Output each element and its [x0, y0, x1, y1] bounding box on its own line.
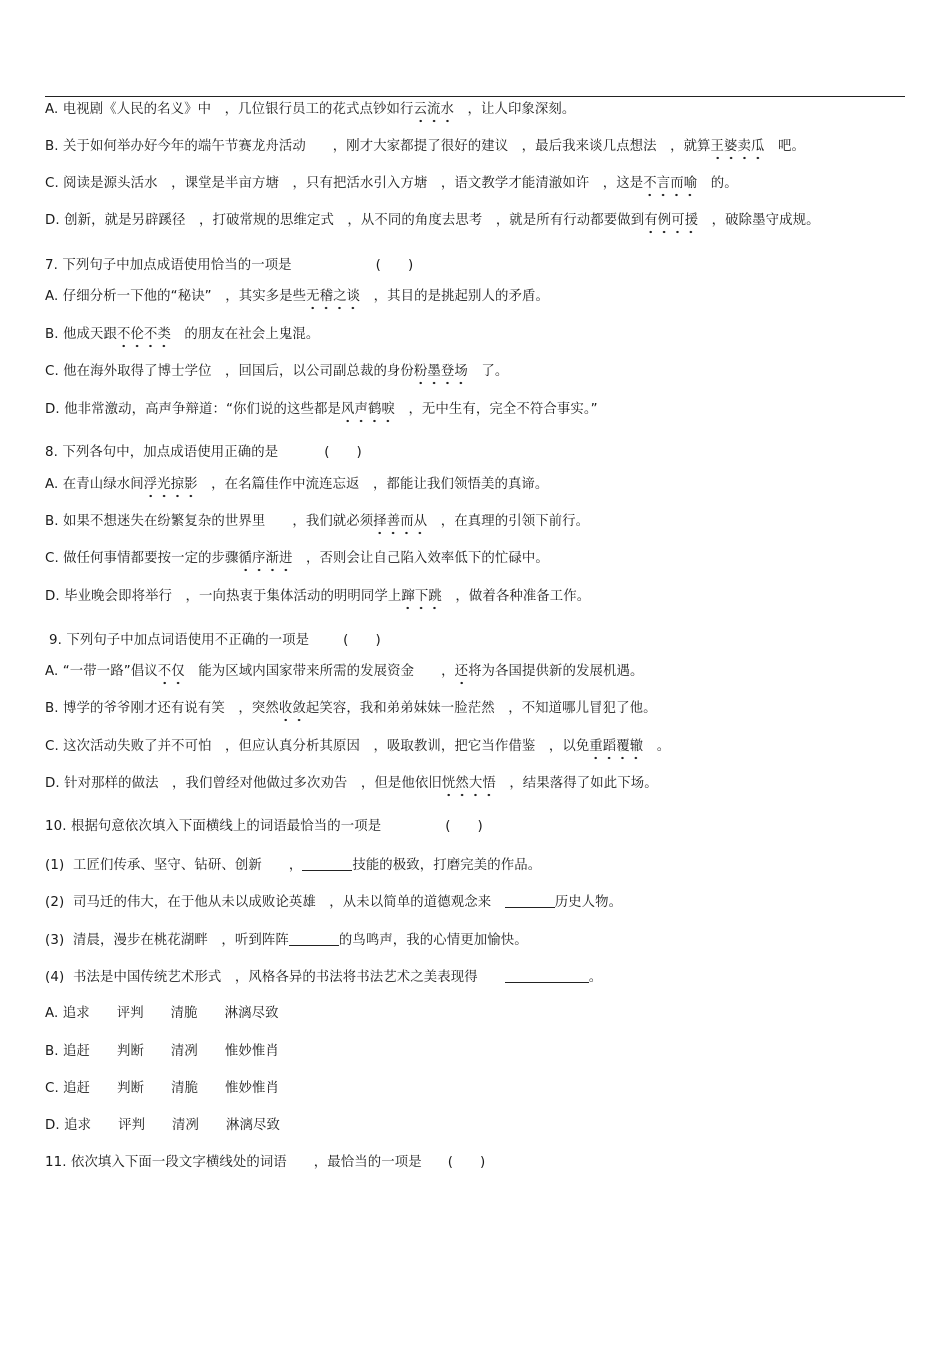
dotted-term: 王婆卖瓜 [711, 139, 765, 160]
q8-option-a: A. 在青山绿水间浮光掠影 ，在名篇佳作中流连忘返 ，都能让我们领悟美的真谛。 [45, 476, 548, 494]
answer-parentheses: ( ) [445, 819, 483, 834]
q10-option-b: B. 追赶 判断 清冽 惟妙惟肖 [45, 1044, 279, 1059]
q10-item-1: (1) 工匠们传承、坚守、钻研、创新 ， 技能的极致，打磨完美的作品。 [45, 858, 542, 873]
q8-option-d: D. 毕业晚会即将举行 ，一向热衷于集体活动的明明同学上蹿下跳 ，做着各种准备工作。 [45, 588, 590, 606]
dotted-term: 循序渐进 [239, 551, 293, 572]
q7-stem: 7. 下列句子中加点成语使用恰当的一项是 ( ) [45, 258, 414, 273]
dotted-term: 无稽之谈 [306, 289, 360, 310]
answer-parentheses: ( ) [324, 445, 362, 460]
q10-item-4: (4) 书法是中国传统艺术形式 ，风格各异的书法将书法艺术之美表现得 。 [45, 970, 603, 985]
dotted-term: 风声鹤唳 [341, 402, 395, 423]
dotted-term: 择善而从 [373, 514, 427, 535]
answer-parentheses: ( ) [375, 258, 414, 273]
q10-option-d: D. 追求 评判 清冽 淋漓尽致 [45, 1118, 280, 1133]
q10-item-3: (3) 清晨，漫步在桃花湖畔 ，听到阵阵 的鸟鸣声，我的心情更加愉快。 [45, 933, 528, 948]
q10-option-c: C. 追赶 判断 清脆 惟妙惟肖 [45, 1081, 280, 1096]
q9-option-b: B. 博学的爷爷刚才还有说有笑 ，突然收敛起笑容，我和弟弟妹妹一脸茫然 ，不知道哪儿冒犯了他。 [45, 700, 657, 718]
q6-option-b: B. 关于如何举办好今年的端午节赛龙舟活动 ，刚才大家都提了很好的建议 ，最后我来谈几点想法 ，就算王婆卖瓜 吧。 [45, 138, 805, 156]
q10-option-a: A. 追求 评判 清脆 淋漓尽致 [45, 1006, 279, 1021]
dotted-term: 还 [455, 664, 469, 685]
q9-option-a: A. “一带一路”倡议不仅 能为区域内国家带来所需的发展资金 ，还将为各国提供新的发展机遇。 [45, 663, 643, 681]
q6-option-a: A. 电视剧《人民的名义》中 ，几位银行员工的花式点钞如行云流水 ，让人印象深刻。 [45, 101, 575, 119]
header-rule [45, 96, 905, 97]
dotted-term: 收敛 [279, 701, 306, 722]
fill-blank [289, 931, 339, 946]
q10-stem: 10. 根据句意依次填入下面横线上的词语最恰当的一项是 ( ) [45, 819, 483, 834]
answer-parentheses: ( ) [343, 633, 381, 648]
q7-option-d: D. 他非常激动，高声争辩道：“你们说的这些都是风声鹤唳 ，无中生有，完全不符合事实。” [45, 401, 598, 419]
q8-option-b: B. 如果不想迷失在纷繁复杂的世界里 ，我们就必须择善而从 ，在真理的引领下前行。 [45, 513, 589, 531]
fill-blank [505, 968, 589, 983]
dotted-term: 不伦不类 [117, 327, 171, 348]
dotted-term: 云流水 [414, 102, 454, 123]
dotted-term: 浮光掠影 [144, 477, 198, 498]
q7-option-c: C. 他在海外取得了博士学位 ，回国后，以公司副总裁的身份粉墨登场 了。 [45, 363, 508, 381]
q7-option-a: A. 仔细分析一下他的“秘诀” ，其实多是些无稽之谈 ，其目的是挑起别人的矛盾。 [45, 288, 549, 306]
dotted-term: 不言而喻 [643, 176, 697, 197]
fill-blank [302, 856, 352, 871]
q8-stem: 8. 下列各句中，加点成语使用正确的是 ( ) [45, 445, 362, 460]
q11-stem: 11. 依次填入下面一段文字横线处的词语 ，最恰当的一项是 ( ) [45, 1155, 486, 1170]
dotted-term: 恍然大悟 [442, 776, 496, 797]
q9-option-d: D. 针对那样的做法 ，我们曾经对他做过多次劝告 ，但是他依旧恍然大悟 ，结果落得了如此下场。 [45, 775, 658, 793]
q6-option-c: C. 阅读是源头活水 ，课堂是半亩方塘 ，只有把活水引入方塘 ，语文教学才能清澈如许 ，这是不言而喻 的。 [45, 175, 738, 193]
q9-stem: 9. 下列句子中加点词语使用不正确的一项是 ( ) [49, 633, 381, 648]
q10-item-2: (2) 司马迁的伟大，在于他从未以成败论英雄 ，从未以简单的道德观念来 历史人物。 [45, 895, 623, 910]
q7-option-b: B. 他成天跟不伦不类 的朋友在社会上鬼混。 [45, 326, 319, 344]
q6-option-d: D. 创新，就是另辟蹊径 ，打破常规的思维定式 ，从不同的角度去思考 ，就是所有行动都要做到有例可援 ，破除墨守成规。 [45, 212, 820, 230]
dotted-term: 不仅 [158, 664, 185, 685]
dotted-term: 重蹈覆辙 [589, 739, 643, 760]
dotted-term: 蹿下跳 [401, 589, 441, 610]
dotted-term: 粉墨登场 [414, 364, 468, 385]
fill-blank [505, 893, 555, 908]
dotted-term: 有例可援 [644, 213, 698, 234]
answer-parentheses: ( ) [447, 1155, 486, 1170]
q8-option-c: C. 做任何事情都要按一定的步骤循序渐进 ，否则会让自己陷入效率低下的忙碌中。 [45, 550, 549, 568]
q9-option-c: C. 这次活动失败了并不可怕 ，但应认真分析其原因 ，吸取教训，把它当作借鉴 ，以免重蹈覆辙 。 [45, 738, 670, 756]
